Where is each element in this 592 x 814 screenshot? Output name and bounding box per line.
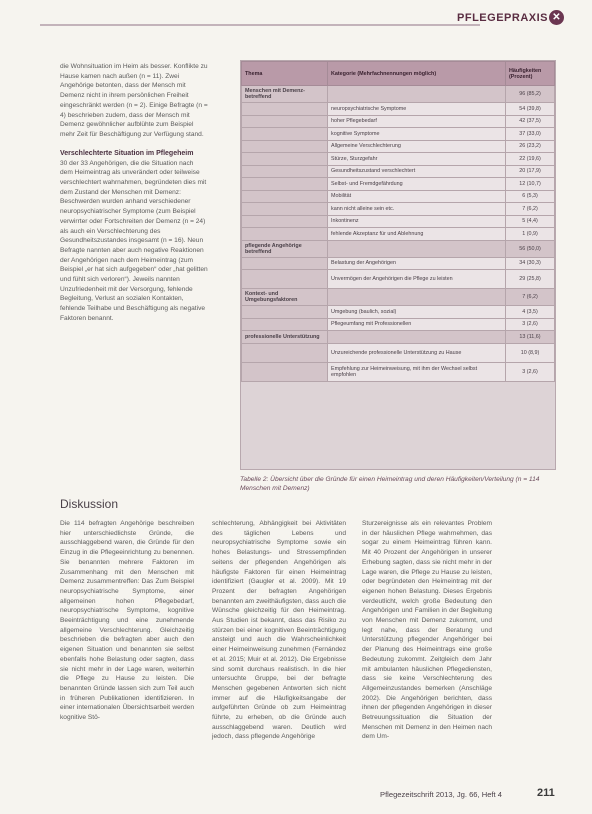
table-cell-count: 1 (0,9): [506, 228, 555, 241]
table-cell-count: 10 (8,9): [506, 343, 555, 362]
table-cell-count: 7 (6,2): [506, 289, 555, 306]
table-row: [242, 228, 555, 241]
table-cell-theme: [242, 165, 328, 178]
table-row: [242, 257, 555, 270]
table-cell-category: Belastung der Angehörigen: [328, 257, 506, 270]
journal-footer: Pflegezeitschrift 2013, Jg. 66, Heft 4: [380, 790, 502, 799]
table-cell-count: 22 (19,6): [506, 153, 555, 166]
table-cell-theme: [242, 362, 328, 381]
table-row: [242, 165, 555, 178]
table-row: [242, 86, 555, 103]
table-cell-theme: [242, 153, 328, 166]
table-cell-count: 34 (30,3): [506, 257, 555, 270]
table-cell-category: kognitive Symptome: [328, 128, 506, 141]
table-cell-theme: [242, 178, 328, 191]
header-category: Kategorie (Mehrfachnennungen möglich): [328, 62, 506, 86]
table-cell-count: 54 (39,8): [506, 103, 555, 116]
table-cell-count: 12 (10,7): [506, 178, 555, 191]
table-cell-category: Mobilität: [328, 190, 506, 203]
table-cell-count: 5 (4,4): [506, 215, 555, 228]
table-cell-count: 29 (25,8): [506, 270, 555, 289]
discussion-heading: Diskussion: [60, 497, 119, 511]
header-rule: [40, 24, 480, 26]
table-cell-category: Unzureichende professionelle Unterstützung zu Hause: [328, 343, 506, 362]
table-caption: Tabelle 2: Übersicht über die Gründe für einen Heimeintrag und deren Häufigkeiten/Verteilung (n = 114 Menschen mit Demenz): [240, 476, 540, 492]
table-row: [242, 289, 555, 306]
table-cell-theme: [242, 270, 328, 289]
section-title: PFLEGEPRAXIS: [457, 12, 548, 24]
reasons-table: [241, 61, 555, 382]
table-row: [242, 178, 555, 191]
table-row: [242, 140, 555, 153]
table-cell-category: fehlende Akzeptanz für und Ablehnung: [328, 228, 506, 241]
discussion-column-2: schlechterung, Abhängigkeit bei Aktivitäten des täglichen Lebens und neuropsychiatrische Symptome sowie ein hohes Belastungs- und Stressempfinden seitens der pflegenden Angehörigen als häufigste Faktoren für einen Heimeintrag identifiziert (Gaugler et al. 2009). Mit 19 Prozent der befragten Angehörigen benannten am zweithäufigsten, dass auch die Wünsche gleichzeitig für den Heimeintrag. Aus Studien ist bekannt, dass das Risiko zu stürzen bei einer kognitiven Beeinträchtigung ansteigt und auch die Wahrscheinlichkeit einer Heimeinweisung zunehmen (Fernández et al. 2015; Muir et al. 2012). Die Ergebnisse sind somit durchaus realistisch. In die hier untersuchte Gruppe, bei der befragte Menschen gegebenen Antworten sich nicht immer auf die Häufigkeitsangabe der aufgeführten Gründe ob zum Heimeintrag führte, zu erheben, ob die Gründe auch ausschlaggebend waren. Deutlich wird jedoch, dass pflegende Angehörige: [212, 520, 346, 741]
page-header: [0, 0, 592, 40]
table-cell-theme: [242, 343, 328, 362]
table-cell-category: neuropsychiatrische Symptome: [328, 103, 506, 116]
table-cell-category: Pflegeumfang mit Professionellen: [328, 318, 506, 331]
table-cell-theme: pflegende Angehörige betreffend: [242, 240, 328, 257]
table-cell-category: Unvermögen der Angehörigen die Pflege zu leisten: [328, 270, 506, 289]
table-cell-theme: [242, 306, 328, 319]
table-cell-category: [328, 86, 506, 103]
table-cell-category: Empfehlung zur Heimeinweisung, mit ihm der Wechsel selbst empfohlen: [328, 362, 506, 381]
table-row: [242, 270, 555, 289]
table-cell-theme: [242, 215, 328, 228]
table-cell-category: [328, 331, 506, 344]
table-row: [242, 240, 555, 257]
table-cell-category: Selbst- und Fremdgefährdung: [328, 178, 506, 191]
table-cell-theme: Kontext- und Umgebungsfaktoren: [242, 289, 328, 306]
paragraph: 30 der 33 Angehörigen, die die Situation nach dem Heimeintrag als unverändert oder teilweise verschlechtert wahrnahmen, begründeten dies mit dem Zustand der Menschen mit Demenz: Beschwerden wurden anhand verschiedener neuropsychiatrischer Symptome (zum Beispiel verwirrter oder Fortschreiten der Demenz (n = 24) als auch ein Verschlechterung des Gesundheitszustandes insgesamt (n = 16). Neun Befragte nannten aber auch negative Reaktionen der Angehörigen nach dem Heimeintrag (zum Beispiel „er hat sich aufgegeben“ oder „hat gelitten und fühlt sich verloren“). Jeweils nannten Unzufriedenheit mit der Versorgung, fehlende Begleitung, Verlust an sozialen Kontakten, fehlende Teilhabe und Beschäftigung als negative Faktoren benannt.: [60, 159, 208, 322]
table-cell-category: Allgemeine Verschlechterung: [328, 140, 506, 153]
table-row: [242, 215, 555, 228]
table-cell-count: 96 (85,2): [506, 86, 555, 103]
table-row: [242, 190, 555, 203]
table-row: [242, 331, 555, 344]
table-cell-theme: [242, 128, 328, 141]
table-cell-count: 20 (17,9): [506, 165, 555, 178]
table-row: [242, 115, 555, 128]
table-cell-count: 37 (33,0): [506, 128, 555, 141]
header-count: Häufigkeiten (Prozent): [506, 62, 555, 86]
table-cell-count: 4 (3,5): [506, 306, 555, 319]
table-row: [242, 362, 555, 381]
paragraph: die Wohnsituation im Heim als besser. Konflikte zu Hause kamen nach außen (n = 11). Zwei Angehörige betonten, dass der Mensch mit Demenz nicht in ihrem persönlichen Freiheit eingeschränkt werden (n = 2). Einige Befragte (n = 4) beschrieben zudem, dass der Mensch mit Demenz gewöhnlicher aufblühte zum Beispiel mehr Zeit für Beschäftigung zur Verfügung stand.: [60, 63, 208, 138]
page-number: 211: [537, 787, 555, 799]
table-row: [242, 153, 555, 166]
table-header-row: [242, 62, 555, 86]
table-cell-count: 3 (2,6): [506, 318, 555, 331]
table-cell-category: Umgebung (baulich, sozial): [328, 306, 506, 319]
table-cell-count: 56 (50,0): [506, 240, 555, 257]
table-cell-category: Stürze, Sturzgefahr: [328, 153, 506, 166]
table-cell-count: 3 (2,6): [506, 362, 555, 381]
table-cell-theme: [242, 103, 328, 116]
table-cell-category: [328, 240, 506, 257]
table-row: [242, 203, 555, 216]
table-cell-count: 26 (23,2): [506, 140, 555, 153]
table-cell-theme: [242, 115, 328, 128]
table-cell-count: 13 (11,6): [506, 331, 555, 344]
table-cell-category: hoher Pflegebedarf: [328, 115, 506, 128]
table-row: [242, 103, 555, 116]
table-cell-category: Gesundheitszustand verschlechtert: [328, 165, 506, 178]
section-badge-icon: ✕: [549, 10, 564, 25]
table-cell-theme: [242, 190, 328, 203]
table-cell-theme: Menschen mit Demenz-betreffend: [242, 86, 328, 103]
discussion-column-1: Die 114 befragten Angehörige beschreiben hier unterschiedlichste Gründe, die ausschlaggebend waren, die Gründe für den Einzug in die Pflegeeinrichtung zu benennen. Sie benannten mehrere Faktoren im Zusammenhang mit den Menschen mit Demenz zusammentreffen: Das Zum Beispiel neuropsychiatrische Symptome, einer allgemeinen hohen Pflegebedarf, neuropsychiatrische Symptome, kognitive Beeinträchtigung und eine zunehmende allgemeine Verschlechterung. Gleichzeitig beschrieben die befragten aber auch den eigenen Situation und benannten sie selbst ebenfalls hohe Belastung oder sagten, dass sie nicht mehr in der Lage waren, weiterhin die Pflege zu Hause zu leisten. Die benannten Gründe lassen sich zum Teil auch in früheren Publikationen identifizieren. In einer internationalen Übersichtsarbeit werden kognitive Stö-: [60, 520, 194, 722]
table-cell-category: Inkontinenz: [328, 215, 506, 228]
discussion-column-3: Sturzereignisse als ein relevantes Problem in der häuslichen Pflege wahrnehmen, das sogar zu einem Heimeintrag führen kann. Mit 40 Prozent der Angehörigen in unserer Erhebung sagten, dass sie nicht mehr in der Lage waren, die Pflege zu Hause zu leisten, oder begründeten den Heimeintrag mit der eigenen hohen Belastung. Dieses Ergebnis verdeutlicht, welch große Bedeutung den Angehörigen und Familien in der Begleitung von Menschen mit Demenz zukommt, und legt nahe, dass der Beratung und Unterstützung pflegender Angehöriger bei der Planung des Heimeintrags eine große Bedeutung zukommt. Zeitgleich dem Jahr mit ambulanten häuslichen Pflegediensten, dass sie keine Verschlechterung des Allgemeinzustandes bemerken (Anschläge 2002). Die Angehörigen berichten, dass ihnen der pflegenden Angehörigen in dieser Betreuungssituation die Situation der Menschen mit Demenz in den Heimen nach dem Um-: [362, 520, 492, 741]
header-theme: Thema: [242, 62, 328, 86]
table-cell-theme: [242, 140, 328, 153]
table-cell-theme: professionelle Unterstützung: [242, 331, 328, 344]
subheading: Verschlechterte Situation im Pflegeheim: [60, 149, 194, 157]
reasons-table-box: [240, 60, 556, 470]
table-cell-theme: [242, 257, 328, 270]
table-cell-theme: [242, 228, 328, 241]
table-cell-count: 6 (5,3): [506, 190, 555, 203]
table-row: [242, 306, 555, 319]
table-cell-theme: [242, 318, 328, 331]
upper-left-column: [60, 62, 208, 324]
table-cell-count: 7 (6,2): [506, 203, 555, 216]
table-cell-category: [328, 289, 506, 306]
table-cell-category: kann nicht alleine sein etc.: [328, 203, 506, 216]
table-cell-theme: [242, 203, 328, 216]
table-row: [242, 128, 555, 141]
table-cell-count: 42 (37,5): [506, 115, 555, 128]
table-row: [242, 318, 555, 331]
table-row: [242, 343, 555, 362]
